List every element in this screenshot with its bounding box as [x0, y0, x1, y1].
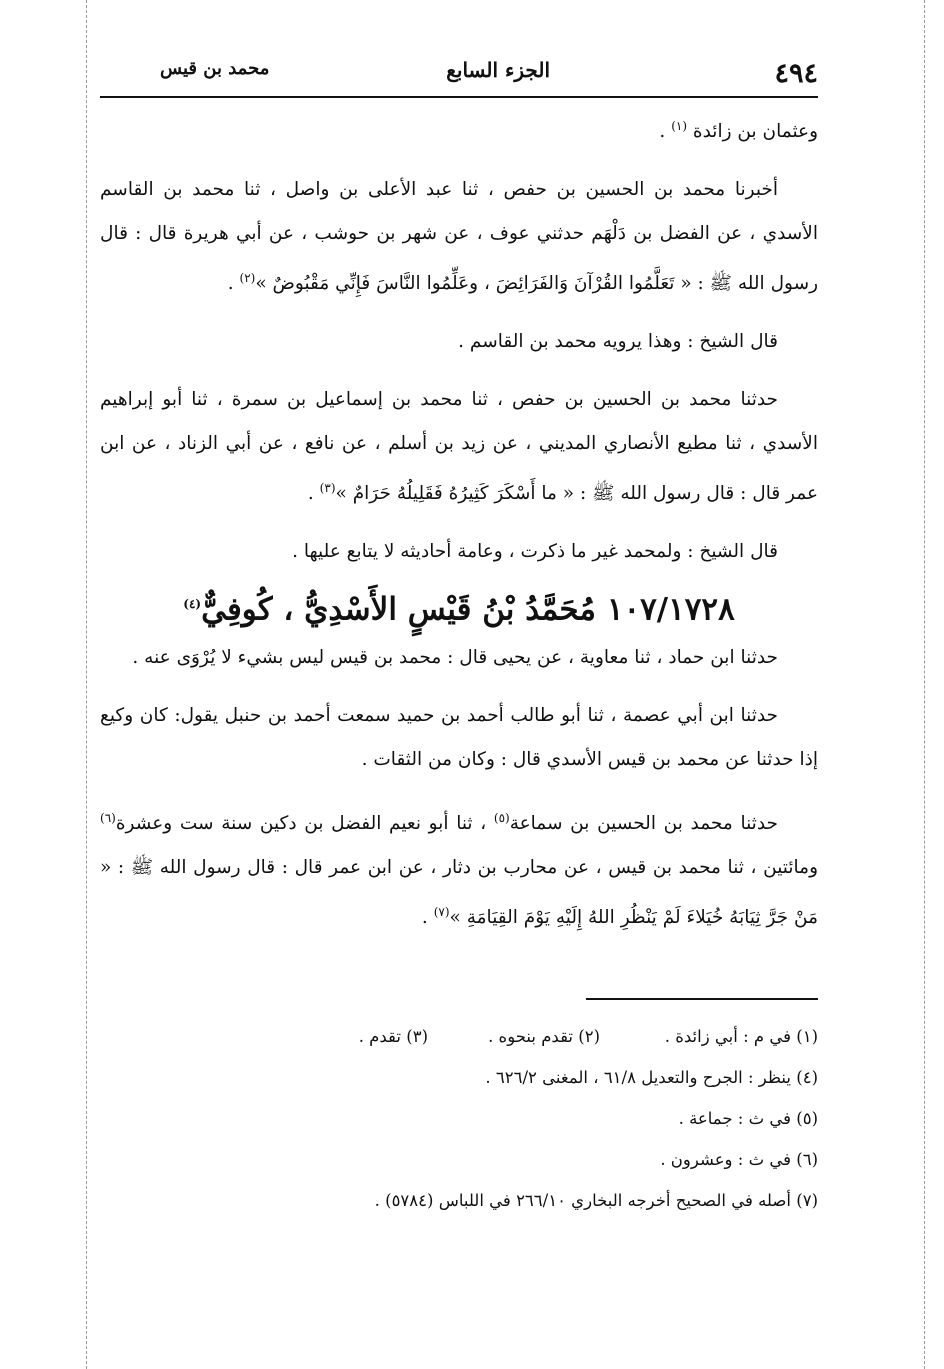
footnote-7: (٧) أصله في الصحيح أخرجه البخاري ٢٦٦/١٠ في اللباس (٥٧٨٤) . [374, 1191, 818, 1211]
page-header [100, 40, 818, 96]
footnote-6: (٦) في ث : وعشرون . [660, 1150, 818, 1170]
footnote-2: (٢) تقدم بنحوه . [488, 1027, 600, 1047]
footnote-1: (١) في م : أبي زائدة . [664, 1027, 818, 1047]
header-rule [100, 96, 818, 98]
page-fold-line-left [86, 0, 87, 1369]
footnote-3: (٣) تقدم . [358, 1027, 428, 1047]
footnote-ref-1: (١) [671, 119, 688, 133]
running-title: محمد بن قيس [160, 58, 270, 79]
page-number: ٤٩٤ [774, 58, 818, 89]
footnote-rule [586, 998, 818, 1000]
paragraph-4: حدثنا محمد بن الحسين بن حفص ، ثنا محمد بن إسماعيل بن سمرة ، ثنا أبو إبراهيم الأسدي ، ثنا مطيع الأنصاري المديني ، عن زيد بن أسلم ، عن نافع ، عن أبي الزناد ، عن ابن عمر قال : قال رسول الله ﷺ : « ما أَسْكَرَ كَثِيرُهُ فَقَلِيلُهُ حَرَامٌ »$^{(٣)}$ . [100, 389, 818, 505]
page-fold-line-right [924, 0, 925, 1369]
footnote-ref-4: (٤) [183, 597, 202, 612]
paragraph-8: حدثنا محمد بن الحسين بن سماعة$^{(٥)}$ ، ثنا أبو نعيم الفضل بن دكين سنة ست وعشرة$^{(٦)}$ ومائتين ، ثنا محمد بن قيس ، عن محارب بن دثار ، عن ابن عمر قال : قال رسول الله ﷺ : « مَنْ جَرَّ ثِيَابَهُ خُيَلاءَ لَمْ يَنْظُرِ اللهُ إِلَيْهِ يَوْمَ القِيَامَةِ »$^{(٧)}$ . [100, 810, 818, 929]
paragraph-6: حدثنا ابن حماد ، ثنا معاوية ، عن يحيى قال : محمد بن قيس ليس بشيء لا يُرْوَى عنه . [132, 646, 778, 668]
footnote-ref-5: (٥) [493, 810, 510, 825]
footnote-4: (٤) ينظر : الجرح والتعديل ٦١/٨ ، المغنى ٦٢٦/٢ . [485, 1068, 818, 1088]
entry-heading: ١٠٧/١٧٢٨ مُحَمَّدُ بْنُ قَيْسٍ الأَسْدِيُّ ، كُوفِيٌّ$^{(٤)}$ [183, 591, 735, 628]
footnote-ref-3: (٣) [319, 481, 336, 496]
paragraph-1: وعثمان بن زائدة $^{(١)}$ . [659, 119, 818, 143]
part-title: الجزء السابع [446, 58, 550, 82]
main-text [100, 104, 818, 940]
paragraph-3: قال الشيخ : وهذا يرويه محمد بن القاسم . [458, 331, 778, 353]
footnotes [100, 1016, 818, 1221]
footnote-line-1 [100, 1016, 818, 1057]
footnote-5: (٥) في ث : جماعة . [678, 1109, 818, 1129]
footnote-ref-6: (٦) [100, 810, 116, 825]
book-page [100, 40, 818, 1221]
footnote-ref-2: (٢) [239, 271, 256, 286]
paragraph-7: حدثنا ابن أبي عصمة ، ثنا أبو طالب أحمد بن حميد سمعت أحمد بن حنبل يقول: كان وكيع إذا حدثنا عن محمد بن قيس الأسدي قال : وكان من الثقات . [100, 704, 818, 770]
paragraph-5: قال الشيخ : ولمحمد غير ما ذكرت ، وعامة أحاديثه لا يتابع عليها . [292, 541, 778, 563]
footnote-ref-7: (٧) [433, 904, 450, 919]
paragraph-2: أخبرنا محمد بن الحسين بن حفص ، ثنا عبد الأعلى بن واصل ، ثنا محمد بن القاسم الأسدي ، عن الفضل بن دَلْهَم حدثني عوف ، عن شهر بن حوشب ، عن أبي هريرة قال : قال رسول الله ﷺ : « تَعَلَّمُوا القُرْآنَ وَالفَرَائِضَ ، وعَلِّمُوا النَّاسَ فَإِنِّي مَقْبُوضٌ »$^{(٢)}$ . [100, 179, 818, 295]
